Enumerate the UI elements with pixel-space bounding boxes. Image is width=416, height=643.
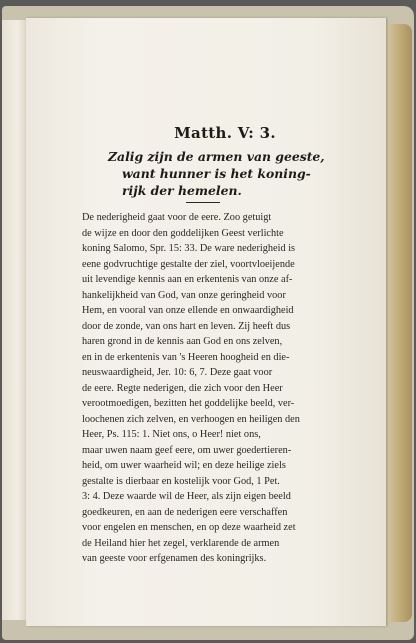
body-line: loochenen zich zelven, en verhoogen en heiligen den [82, 413, 300, 425]
body-line: de Heiland hier het zegel, verklarende de armen [82, 537, 280, 549]
body-line: de wijze en door den goddelijken Geest verlichte [82, 227, 284, 239]
body-line: Heer, Ps. 115: 1. Niet ons, o Heer! niet ons, [82, 429, 261, 440]
body-line: goedkeuren, en aan de nederigen eere verschaffen [82, 506, 288, 518]
body-line: neuswaardigheid, Jer. 10: 6, 7. Deze gaat voor [82, 367, 273, 378]
body-line: van geeste voor erfgenamen des koningrijks. [82, 553, 267, 564]
verse-motto [108, 148, 323, 199]
body-line: en in de erkentenis van 's Heeren hoogheid en die- [82, 351, 290, 363]
divider-rule [186, 202, 220, 203]
motto-line: Zalig zijn de armen van geeste, [108, 149, 325, 164]
body-line: de eere. Regte nederigen, die zich voor den Heer [82, 382, 283, 394]
body-line: Hem, en vooral van onze ellende en onwaardigheid [82, 305, 294, 316]
body-line: heid, om uwer waarheid wil; en deze heilige ziels [82, 460, 286, 471]
motto-line: rijk der hemelen. [122, 183, 242, 198]
body-line: De nederigheid gaat voor de eere. Zoo getuigt [82, 212, 272, 223]
page-block-edge [386, 24, 412, 622]
body-line: 3: 4. Deze waarde wil de Heer, als zijn eigen beeld [82, 491, 291, 502]
body-paragraph [82, 210, 358, 567]
motto-line: want hunner is het koning- [122, 166, 311, 181]
body-line: haren grond in de kennis aan God en ons zelven, [82, 336, 283, 347]
body-line: eene godvruchtige gestalte der ziel, voortvloeijende [82, 258, 295, 270]
body-line: voor engelen en menschen, en op deze waarheid zet [82, 522, 296, 533]
body-line: hankelijkheid van God, van onze geringheid voor [82, 289, 286, 301]
body-line: uit levendige kennis aan en erkentenis van onze af- [82, 274, 293, 285]
body-line: gestalte is dierbaar en kostelijk voor God, 1 Pet. [82, 475, 280, 487]
facing-page-edge [2, 20, 29, 620]
verse-reference: Matth. V: 3. [174, 124, 276, 142]
body-line: maar uwen naam geef eere, om uwer goedertieren- [82, 444, 292, 456]
body-line: koning Salomo, Spr. 15: 33. De ware nederigheid is [82, 243, 296, 254]
body-line: verootmoedigen, bezitten het goddelijke beeld, ver- [82, 398, 295, 409]
body-line: door de zonde, van ons hart en leven. Zij heeft dus [82, 320, 291, 332]
